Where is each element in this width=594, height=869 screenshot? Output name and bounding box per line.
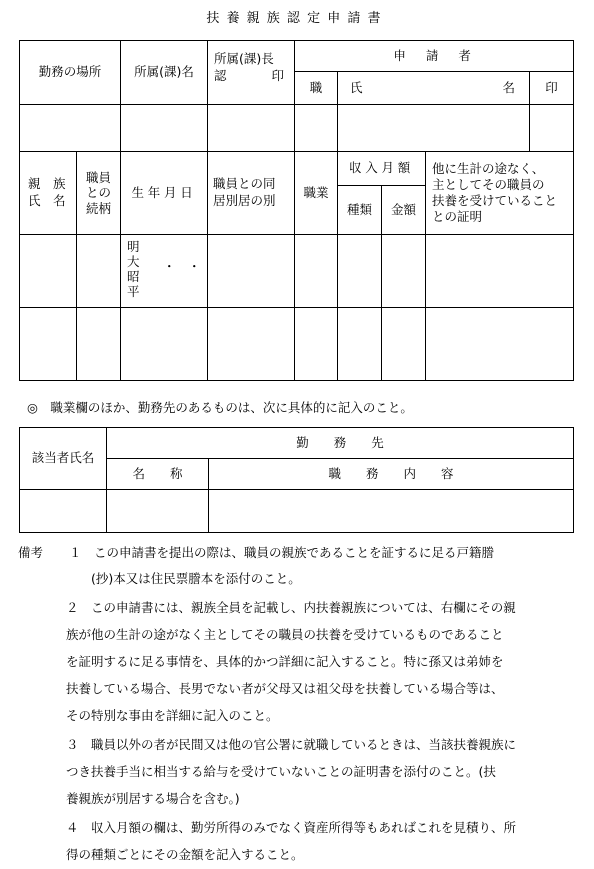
- income-type-header: 種類: [338, 186, 382, 235]
- support-proof-cell-2[interactable]: [426, 308, 574, 381]
- monthly-income-header: 収入月額: [338, 152, 426, 186]
- department-cell[interactable]: [121, 105, 208, 152]
- income-amount-cell[interactable]: [382, 235, 426, 308]
- income-type-cell[interactable]: [338, 235, 382, 308]
- cohabitation-cell-2[interactable]: [208, 308, 295, 381]
- era-heisei: 平: [127, 284, 140, 299]
- income-amount-header: 金額: [382, 186, 426, 235]
- job-cell[interactable]: [295, 105, 338, 152]
- era-showa: 昭: [127, 269, 140, 284]
- applicant-name-cell[interactable]: [338, 105, 530, 152]
- remark-line: を証明するに足る事情を、具体的かつ詳細に記入すること。特に孫又は弟姉を: [66, 654, 504, 669]
- duties-cell[interactable]: [209, 490, 574, 533]
- applicant-name-header: 氏 名: [338, 72, 530, 105]
- remark-line: 族が他の生計の途がなく主としてその職員の扶養を受けているものであること: [66, 627, 504, 642]
- employer-header: 勤 務 先: [107, 428, 574, 459]
- seal-header: 印: [530, 72, 574, 105]
- department-head-header: 所属(課)長 認 印: [208, 41, 295, 105]
- job-title-header: 職: [295, 72, 338, 105]
- employment-table: [19, 427, 574, 533]
- remark-line: その特別な事由を詳細に記入のこと。: [66, 708, 279, 723]
- date-separators: ・ ・: [163, 259, 201, 274]
- support-proof-cell[interactable]: [426, 235, 574, 308]
- remark-line: 得の種類ごとにその金額を記入すること。: [66, 847, 304, 862]
- birth-date-cell[interactable]: [121, 235, 208, 308]
- remark-line: つき扶養手当に相当する給与を受けていないことの証明書を添付のこと。(扶: [66, 764, 496, 779]
- department-head-seal-cell[interactable]: [208, 105, 295, 152]
- relation-header: 職員 との 続柄: [77, 152, 121, 235]
- era-taisho: 大: [127, 254, 140, 269]
- workplace-cell[interactable]: [20, 105, 121, 152]
- remark-line: (抄)本又は住民票謄本を添付のこと。: [91, 571, 301, 586]
- person-name-header: 該当者氏名: [20, 428, 107, 490]
- seal-cell[interactable]: [530, 105, 574, 152]
- occupation-header: 職業: [295, 152, 338, 235]
- income-type-cell-2[interactable]: [338, 308, 382, 381]
- occupation-cell[interactable]: [295, 235, 338, 308]
- remarks-label: 備考: [18, 545, 44, 560]
- workplace-header: 勤務の場所: [20, 41, 121, 105]
- relation-cell[interactable]: [77, 235, 121, 308]
- remark-line: ２ この申請書には、親族全員を記載し、内扶養親族については、右欄にその親: [66, 600, 516, 615]
- relation-cell-2[interactable]: [77, 308, 121, 381]
- form-title: 扶養親族認定申請書: [206, 11, 388, 26]
- family-name-cell[interactable]: [20, 235, 77, 308]
- employment-note: ◎ 職業欄のほか、勤務先のあるものは、次に具体的に記入のこと。: [27, 400, 413, 415]
- family-name-header: 親 族 氏 名: [20, 152, 77, 235]
- company-name-header: 名 称: [107, 459, 209, 490]
- department-header: 所属(課)名: [121, 41, 208, 105]
- company-name-cell[interactable]: [107, 490, 209, 533]
- remark-line: １ この申請書を提出の際は、職員の親族であることを証するに足る戸籍謄: [69, 545, 495, 560]
- family-name-cell-2[interactable]: [20, 308, 77, 381]
- duties-header: 職 務 内 容: [209, 459, 574, 490]
- income-amount-cell-2[interactable]: [382, 308, 426, 381]
- era-meiji: 明: [127, 239, 140, 254]
- support-proof-header: 他に生計の途なく、 主としてその職員の 扶養を受けていること との証明: [426, 152, 574, 235]
- occupation-cell-2[interactable]: [295, 308, 338, 381]
- person-name-cell[interactable]: [20, 490, 107, 533]
- birth-date-header: 生年月日: [121, 152, 208, 235]
- remark-line: ４ 収入月額の欄は、勤労所得のみでなく資産所得等もあればこれを見積り、所: [66, 820, 517, 835]
- remark-line: ３ 職員以外の者が民間又は他の官公署に就職しているときは、当該扶養親族に: [66, 737, 517, 752]
- applicant-header: 申 請 者: [295, 41, 574, 72]
- birth-date-cell-2[interactable]: [121, 308, 208, 381]
- remark-line: 扶養している場合、長男でない者が父母又は祖父母を扶養している場合等は、: [66, 681, 504, 696]
- remark-line: 養親族が別居する場合を含む。): [66, 791, 240, 806]
- cohabitation-header: 職員との同 居別居の別: [208, 152, 295, 235]
- application-table: [19, 40, 574, 381]
- cohabitation-cell[interactable]: [208, 235, 295, 308]
